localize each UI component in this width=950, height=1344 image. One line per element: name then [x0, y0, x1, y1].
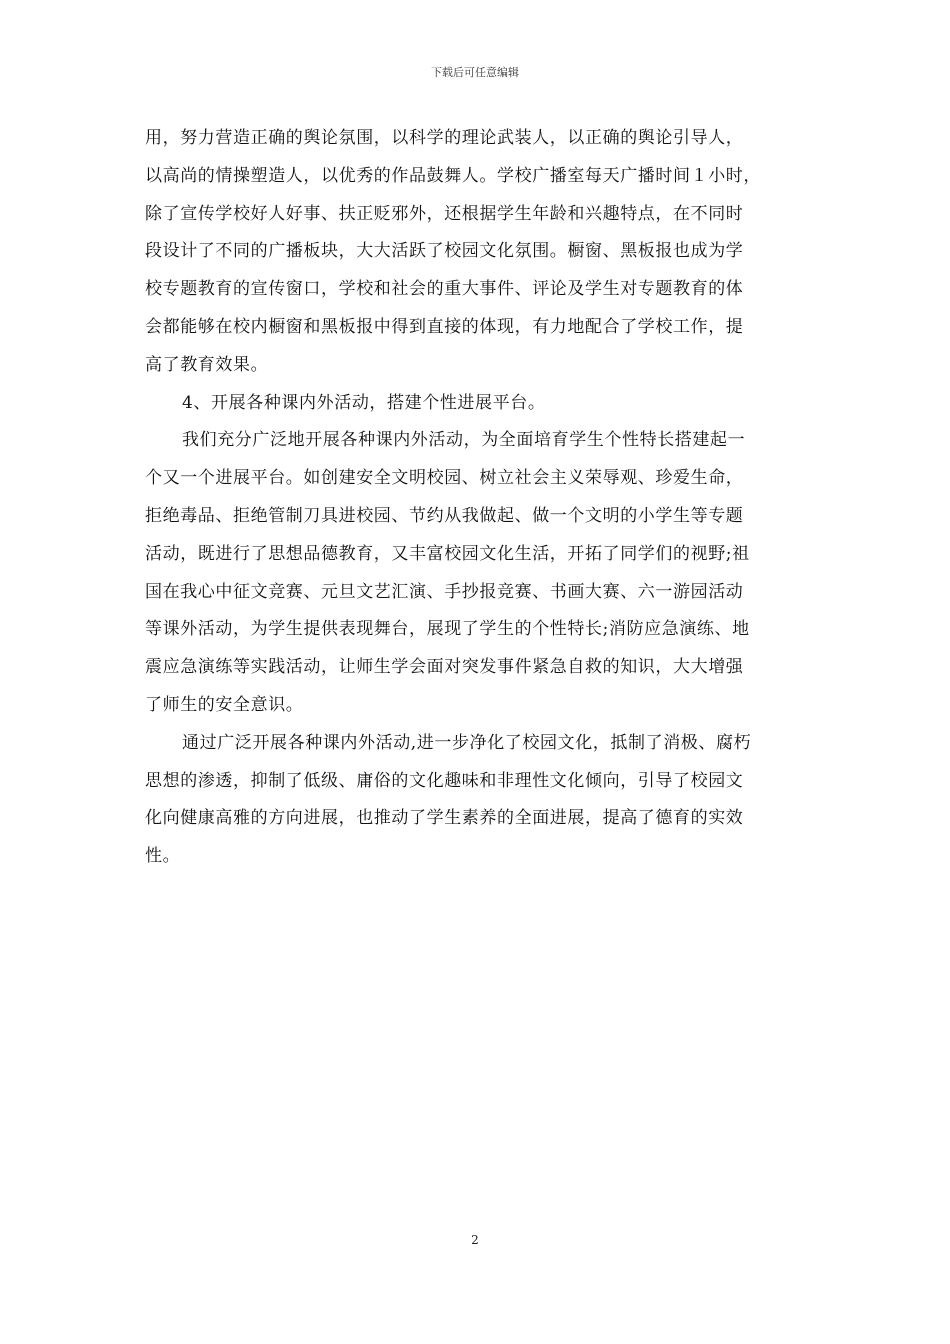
page-header-note: 下载后可任意编辑	[431, 66, 519, 79]
text-line: 校专题教育的宣传窗口，学校和社会的重大事件、评论及学生对专题教育的体	[145, 279, 744, 300]
text-line: 了师生的安全意识。	[145, 694, 304, 715]
text-line: 个又一个进展平台。如创建安全文明校园、树立社会主义荣辱观、珍爱生命，	[145, 468, 744, 489]
text-line: 4、开展各种课内外活动，搭建个性进展平台。	[182, 392, 546, 413]
paragraph-activities	[145, 422, 810, 724]
text-line: 高了教育效果。	[145, 354, 269, 375]
text-line: 通过广泛开展各种课内外活动,进一步净化了校园文化，抵制了消极、腐朽	[182, 732, 752, 753]
text-line: 我们充分广泛地开展各种课内外活动，为全面培育学生个性特长搭建起一	[182, 430, 746, 451]
page-number: 2	[471, 1233, 479, 1247]
text-line: 用，努力营造正确的舆论氛围，以科学的理论武装人，以正确的舆论引导人，	[145, 128, 744, 148]
text-line: 以高尚的情操塑造人，以优秀的作品鼓舞人。学校广播室每天广播时间１小时，	[145, 165, 761, 186]
text-line: 等课外活动，为学生提供表现舞台，展现了学生的个性特长;消防应急演练、地	[145, 619, 750, 640]
section-heading-activities	[145, 385, 810, 423]
text-line: 拒绝毒品、拒绝管制刀具进校园、节约从我做起、做一个文明的小学生等专题	[145, 505, 744, 526]
text-line: 思想的渗透，抑制了低级、庸俗的文化趣味和非理性文化倾向，引导了校园文	[145, 770, 744, 791]
document-body	[145, 120, 810, 876]
text-line: 国在我心中征文竞赛、元旦文艺汇演、手抄报竞赛、书画大赛、六一游园活动	[145, 581, 744, 602]
text-line: 震应急演练等实践活动，让师生学会面对突发事件紧急自救的知识，大大增强	[145, 657, 744, 678]
text-line: 除了宣传学校好人好事、扶正贬邪外，还根据学生年龄和兴趣特点，在不同时	[145, 203, 744, 224]
text-line: 活动，既进行了思想品德教育，又丰富校园文化生活，开拓了同学们的视野;祖	[145, 543, 750, 564]
paragraph-publicity	[145, 120, 810, 385]
text-line: 段设计了不同的广播板块，大大活跃了校园文化氛围。橱窗、黑板报也成为学	[145, 241, 744, 262]
text-line: 性。	[145, 846, 181, 867]
text-line: 会都能够在校内橱窗和黑板报中得到直接的体现，有力地配合了学校工作，提	[145, 316, 744, 337]
paragraph-conclusion	[145, 725, 810, 876]
text-line: 化向健康高雅的方向进展，也推动了学生素养的全面进展，提高了德育的实效	[145, 808, 744, 829]
